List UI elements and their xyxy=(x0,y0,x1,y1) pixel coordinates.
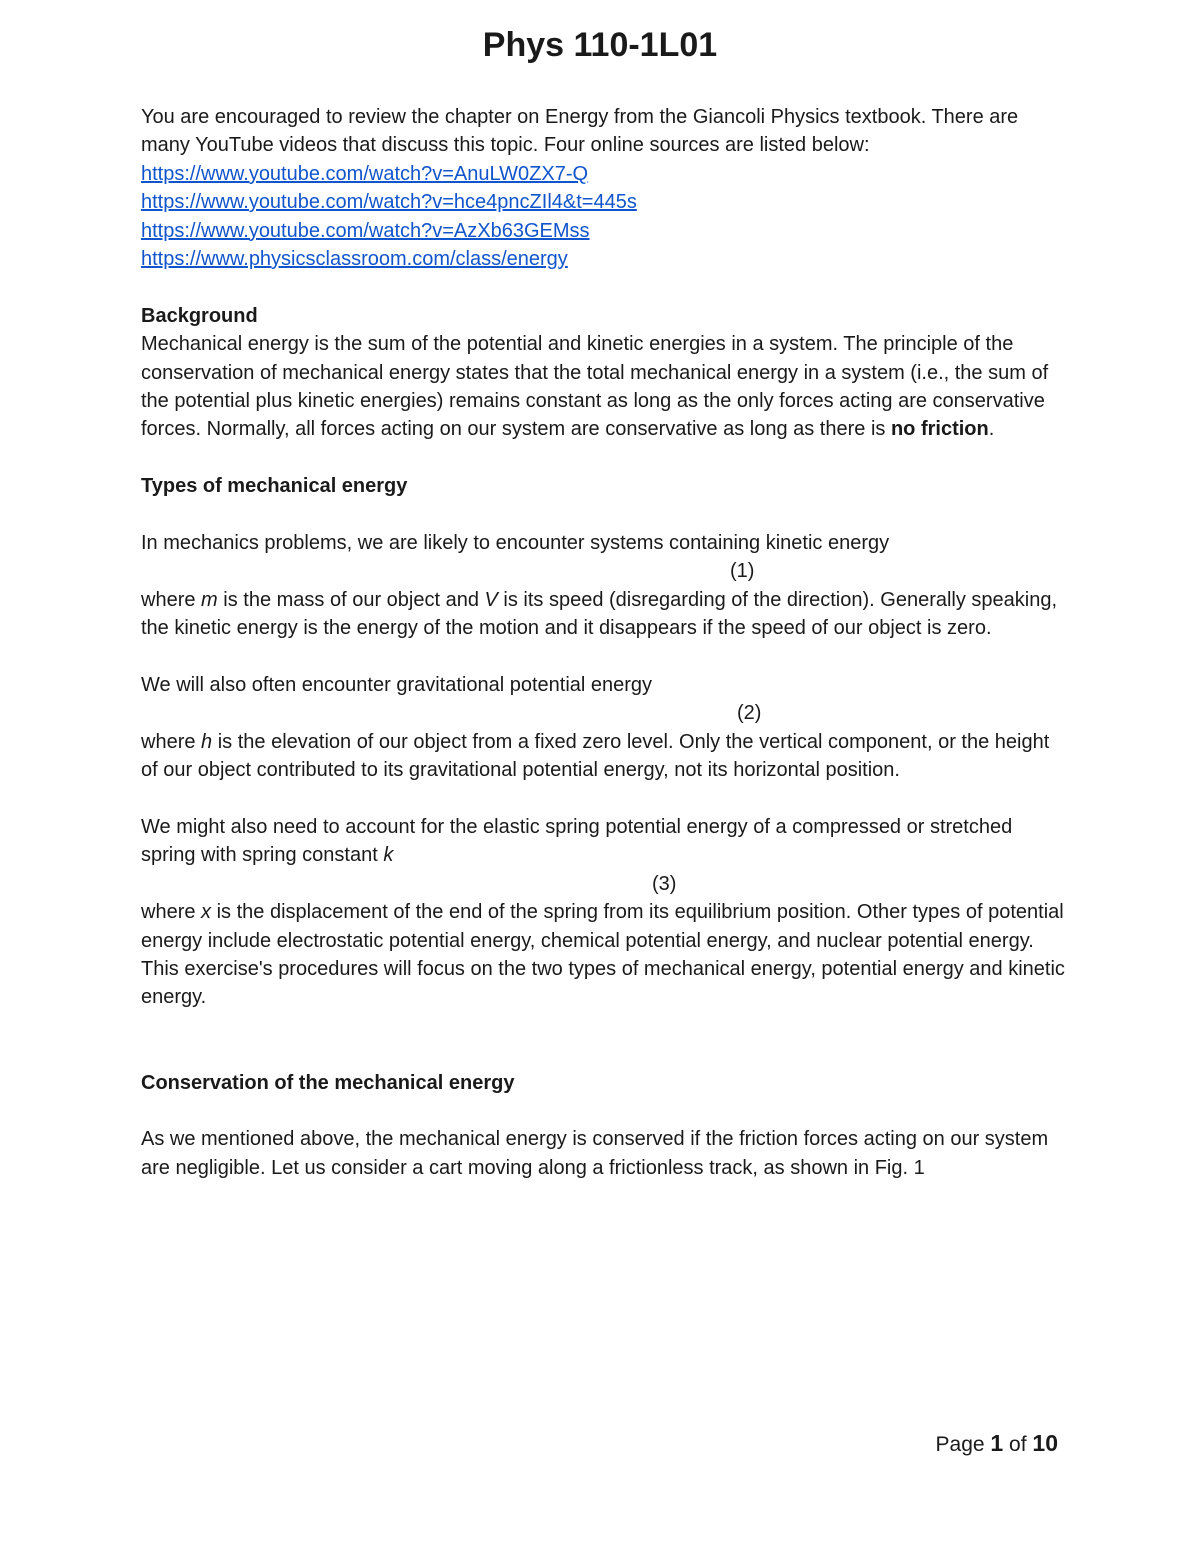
page-footer xyxy=(936,1430,1058,1457)
var-h: h xyxy=(201,730,213,753)
conservation-paragraph: As we mentioned above, the mechanical energy is conserved if the friction forces acting on our system are negligible. Let us consider a cart moving along a frictionless track, as shown in Fig. 1 xyxy=(141,1128,1049,1179)
link-physicsclassroom[interactable]: https://www.physicsclassroom.com/class/energy xyxy=(141,248,568,271)
footer-total-pages: 10 xyxy=(1032,1430,1058,1456)
spacer xyxy=(141,785,1071,813)
background-paragraph xyxy=(141,330,1071,444)
kinetic-text-b: is the mass of our object and xyxy=(217,588,485,611)
kinetic-intro: In mechanics problems, we are likely to encounter systems containing kinetic energy xyxy=(141,532,890,555)
spacer xyxy=(141,444,1071,472)
spring-intro-text: We might also need to account for the elastic spring potential energy of a compressed or stretched spring with spring constant xyxy=(141,816,1013,867)
background-end: . xyxy=(988,418,995,441)
conservation-heading: Conservation of the mechanical energy xyxy=(141,1071,515,1094)
grav-intro: We will also often encounter gravitational potential energy xyxy=(141,674,653,697)
var-k: k xyxy=(383,844,394,867)
equation-3-row xyxy=(141,870,1071,898)
grav-text-a: where xyxy=(141,730,202,753)
kinetic-text-a: where xyxy=(141,588,202,611)
no-friction-emphasis: no friction xyxy=(890,418,989,441)
link-youtube-2[interactable]: https://www.youtube.com/watch?v=hce4pncZIl4&t=445s xyxy=(141,191,637,214)
spring-paragraph xyxy=(141,898,1071,1012)
footer-current-page: 1 xyxy=(990,1430,1004,1456)
background-text: Mechanical energy is the sum of the potential and kinetic energies in a system. The principle of the conservation of mechanical energy states that the total mechanical energy in a system (i.e., the sum of the potential plus kinetic energies) remains constant as long as the only forces acting are conservative forces. Normally, all forces acting on our system are conservative as long as there is xyxy=(141,333,1049,441)
grav-paragraph xyxy=(141,728,1071,785)
var-x: x xyxy=(201,901,212,924)
var-v: V xyxy=(484,588,498,611)
equation-1-row xyxy=(141,557,1071,585)
spacer xyxy=(141,501,1071,529)
grav-text-b: is the elevation of our object from a fixed zero level. Only the vertical component, or the height of our object contributed to its gravitational potential energy, not its horizontal position. xyxy=(141,730,1050,782)
kinetic-text-c: is its speed (disregarding of the direction). Generally speaking, the kinetic energy is the energy of the motion and it disappears if the speed of our object is zero. xyxy=(141,588,1058,640)
equation-1-number: (1) xyxy=(730,560,755,583)
equation-2-row xyxy=(141,699,1071,727)
types-heading: Types of mechanical energy xyxy=(141,475,408,498)
link-youtube-1[interactable]: https://www.youtube.com/watch?v=AnuLW0ZX7-Q xyxy=(141,162,589,185)
intro-paragraph: You are encouraged to review the chapter on Energy from the Giancoli Physics textbook. There are many YouTube videos that discuss this topic. Four online sources are listed below: xyxy=(141,106,1019,157)
spring-text-a: where xyxy=(141,901,202,924)
footer-of-label: of xyxy=(1009,1433,1027,1456)
page-title: Phys 110-1L01 xyxy=(482,26,718,64)
equation-2-number: (2) xyxy=(737,702,762,725)
var-m: m xyxy=(201,588,218,611)
spacer xyxy=(141,643,1071,671)
document-body xyxy=(141,103,1071,1182)
spring-intro xyxy=(141,813,1071,870)
spacer xyxy=(141,1097,1071,1125)
footer-page-label: Page xyxy=(935,1433,985,1456)
spring-text-b: is the displacement of the end of the spring from its equilibrium position. Other types of potential energy include electrostatic potential energy, chemical potential energy, and nuclear potential energy. This exercise's procedures will focus on the two types of mechanical energy, potential energy and kinetic energy. xyxy=(141,901,1065,1009)
spacer xyxy=(141,1040,1071,1068)
kinetic-paragraph xyxy=(141,586,1071,643)
spacer xyxy=(141,273,1071,301)
spacer xyxy=(141,1012,1071,1040)
equation-3-number: (3) xyxy=(652,872,677,895)
link-youtube-3[interactable]: https://www.youtube.com/watch?v=AzXb63GEMss xyxy=(141,219,590,242)
background-heading: Background xyxy=(141,304,258,327)
